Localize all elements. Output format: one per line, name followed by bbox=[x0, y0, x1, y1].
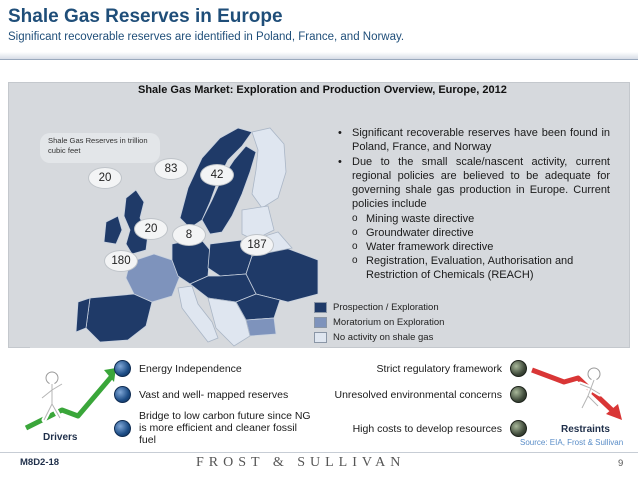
sub-bullet-item: o Mining waste directive bbox=[336, 212, 610, 226]
driver-item bbox=[114, 410, 314, 446]
restraint-item bbox=[330, 420, 527, 437]
drivers-label: Drivers bbox=[43, 432, 78, 443]
legend-swatch-no-activity bbox=[314, 332, 327, 343]
legend-swatch-exploration bbox=[314, 302, 327, 313]
reserve-bubble-germany: 20 bbox=[134, 218, 168, 240]
restraint-text: High costs to develop resources bbox=[352, 422, 502, 435]
legend-item bbox=[314, 315, 444, 330]
reserve-bubble-norway: 83 bbox=[154, 158, 188, 180]
reserve-bubble-uk: 20 bbox=[88, 167, 122, 189]
driver-text: Energy Independence bbox=[139, 362, 242, 375]
legend-swatch-moratorium bbox=[314, 317, 327, 328]
page-title: Shale Gas Reserves in Europe bbox=[8, 6, 283, 27]
reserve-bubble-poland: 187 bbox=[240, 234, 274, 256]
restraint-text: Unresolved environmental concerns bbox=[334, 388, 502, 401]
globe-icon bbox=[114, 420, 131, 437]
map-unit-note: Shale Gas Reserves in trillion cubic feet bbox=[40, 133, 160, 163]
legend-label: Prospection / Exploration bbox=[333, 302, 439, 313]
source-note: Source: EIA, Frost & Sullivan bbox=[520, 438, 624, 447]
legend-item bbox=[314, 300, 444, 315]
reserve-bubble-poland-small: 8 bbox=[172, 224, 206, 246]
driver-item bbox=[114, 360, 299, 377]
header-divider bbox=[0, 52, 638, 60]
sub-bullet-item: o Groundwater directive bbox=[336, 226, 610, 240]
policy-bullets bbox=[336, 126, 610, 282]
restraint-text: Strict regulatory framework bbox=[376, 362, 502, 375]
map-bulgaria bbox=[246, 318, 276, 336]
globe-icon bbox=[510, 360, 527, 377]
globe-icon bbox=[510, 420, 527, 437]
restraint-item bbox=[330, 360, 527, 377]
globe-icon bbox=[510, 386, 527, 403]
bullet-item: • Significant recoverable reserves have been found in Poland, France, and Norway bbox=[336, 126, 610, 154]
page-subtitle: Significant recoverable reserves are identified in Poland, France, and Norway. bbox=[8, 31, 405, 43]
map-legend bbox=[314, 300, 444, 345]
company-logo: FROST & SULLIVAN bbox=[196, 455, 406, 470]
restraint-item bbox=[330, 386, 527, 403]
legend-item bbox=[314, 330, 444, 345]
driver-text: Bridge to low carbon future since NG is more efficient and cleaner fossil fuel bbox=[139, 410, 311, 446]
page-number: 9 bbox=[618, 458, 624, 469]
globe-icon bbox=[114, 386, 131, 403]
legend-label: No activity on shale gas bbox=[333, 332, 434, 343]
sub-bullet-item: o Registration, Evaluation, Authorisation and Restriction of Chemicals (REACH) bbox=[336, 254, 610, 282]
drivers-figure-icon bbox=[22, 358, 117, 436]
bullet-item: • Due to the small scale/nascent activity, current regional policies are believed to be adequate for governing shale gas production in Europe. Current policies include bbox=[336, 155, 610, 211]
globe-icon bbox=[114, 360, 131, 377]
restraints-label: Restraints bbox=[561, 424, 610, 435]
driver-item bbox=[114, 386, 309, 403]
sub-bullet-item: o Water framework directive bbox=[336, 240, 610, 254]
reserve-bubble-france: 180 bbox=[104, 250, 138, 272]
panel-title: Shale Gas Market: Exploration and Production Overview, Europe, 2012 bbox=[138, 84, 507, 96]
legend-label: Moratorium on Exploration bbox=[333, 317, 445, 328]
driver-text: Vast and well- mapped reserves bbox=[139, 388, 289, 401]
footer-code: M8D2-18 bbox=[20, 457, 60, 468]
footer-divider bbox=[0, 452, 638, 453]
restraints-figure-icon bbox=[528, 360, 628, 426]
reserve-bubble-sweden: 42 bbox=[200, 164, 234, 186]
